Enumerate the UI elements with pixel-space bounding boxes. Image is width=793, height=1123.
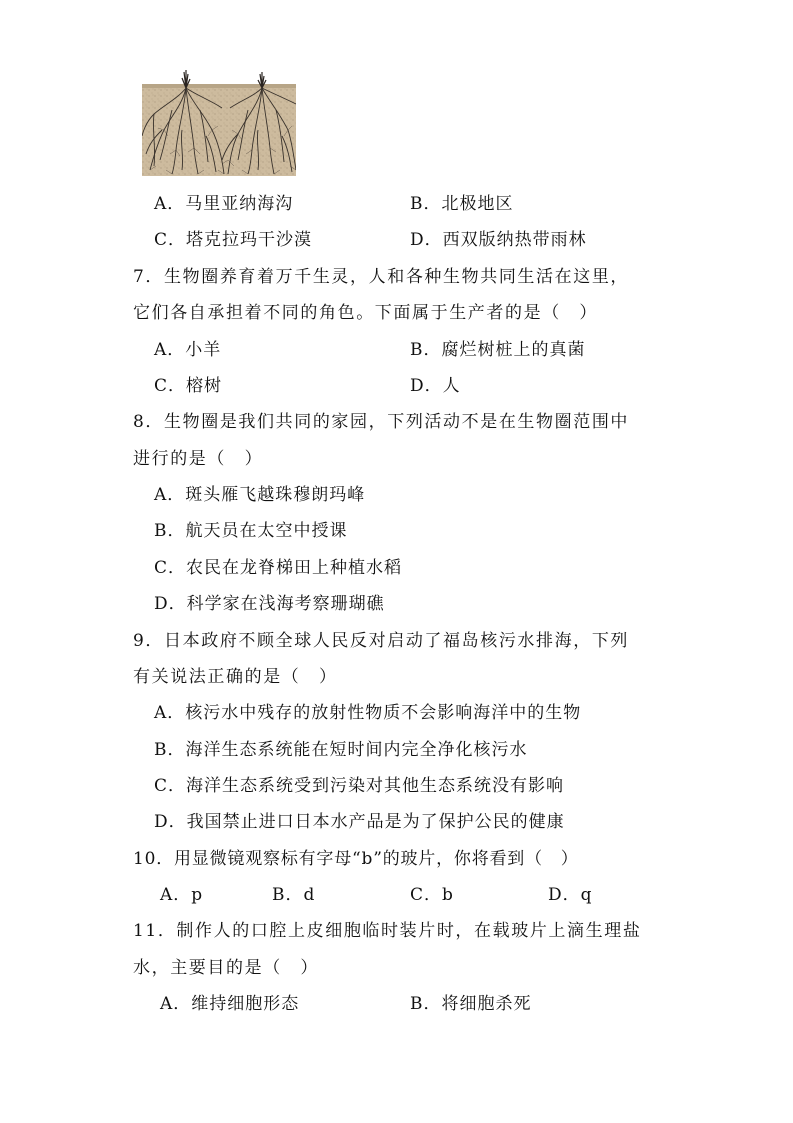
q8-option-d: D．科学家在浅海考察珊瑚礁 xyxy=(154,594,385,614)
q7-option-a: A．小羊 xyxy=(154,340,222,360)
q9-option-c: C．海洋生态系统受到污染对其他生态系统没有影响 xyxy=(154,776,565,796)
q6-option-b: B．北极地区 xyxy=(410,194,514,214)
q11-stem-line1: 11．制作人的口腔上皮细胞临时装片时，在载玻片上滴生理盐 xyxy=(133,921,642,941)
q11-option-b: B．将细胞杀死 xyxy=(410,994,532,1014)
q8-stem-line1: 8．生物圈是我们共同的家园，下列活动不是在生物圈范围中 xyxy=(133,412,630,432)
q9-option-a: A．核污水中残存的放射性物质不会影响海洋中的生物 xyxy=(154,703,582,723)
q11-option-a: A．维持细胞形态 xyxy=(160,994,300,1014)
q10-stem-line1: 10．用显微镜观察标有字母“b”的玻片，你将看到（ ） xyxy=(133,849,579,869)
q7-option-d: D．人 xyxy=(410,376,461,396)
root-system-figure xyxy=(142,70,296,176)
q8-option-a: A．斑头雁飞越珠穆朗玛峰 xyxy=(154,485,366,505)
q10-option-a: A．p xyxy=(160,885,204,905)
q6-option-a: A．马里亚纳海沟 xyxy=(154,194,294,214)
q10-option-d: D．q xyxy=(548,885,593,905)
q9-option-d: D．我国禁止进口日本水产品是为了保护公民的健康 xyxy=(154,812,565,832)
q10-option-c: C．b xyxy=(410,885,454,905)
q9-stem-line2: 有关说法正确的是（ ） xyxy=(133,667,338,687)
q10-option-b: B．d xyxy=(272,885,316,905)
q8-stem-line2: 进行的是（ ） xyxy=(133,449,264,469)
q6-option-d: D．西双版纳热带雨林 xyxy=(410,230,587,250)
q9-option-b: B．海洋生态系统能在短时间内完全净化核污水 xyxy=(154,740,528,760)
q7-stem-line1: 7．生物圈养育着万千生灵，人和各种生物共同生活在这里， xyxy=(133,267,630,287)
q8-option-c: C．农民在龙脊梯田上种植水稻 xyxy=(154,558,403,578)
q6-option-c: C．塔克拉玛干沙漠 xyxy=(154,230,313,250)
q11-stem-line2: 水，主要目的是（ ） xyxy=(133,958,319,978)
q7-stem-line2: 它们各自承担着不同的角色。下面属于生产者的是（ ） xyxy=(133,303,598,323)
q7-option-c: C．榕树 xyxy=(154,376,223,396)
q8-option-b: B．航天员在太空中授课 xyxy=(154,521,348,541)
q7-option-b: B．腐烂树桩上的真菌 xyxy=(410,340,586,360)
q9-stem-line1: 9．日本政府不顾全球人民反对启动了福岛核污水排海，下列 xyxy=(133,631,630,651)
grass-root-system-illustration xyxy=(142,70,296,176)
